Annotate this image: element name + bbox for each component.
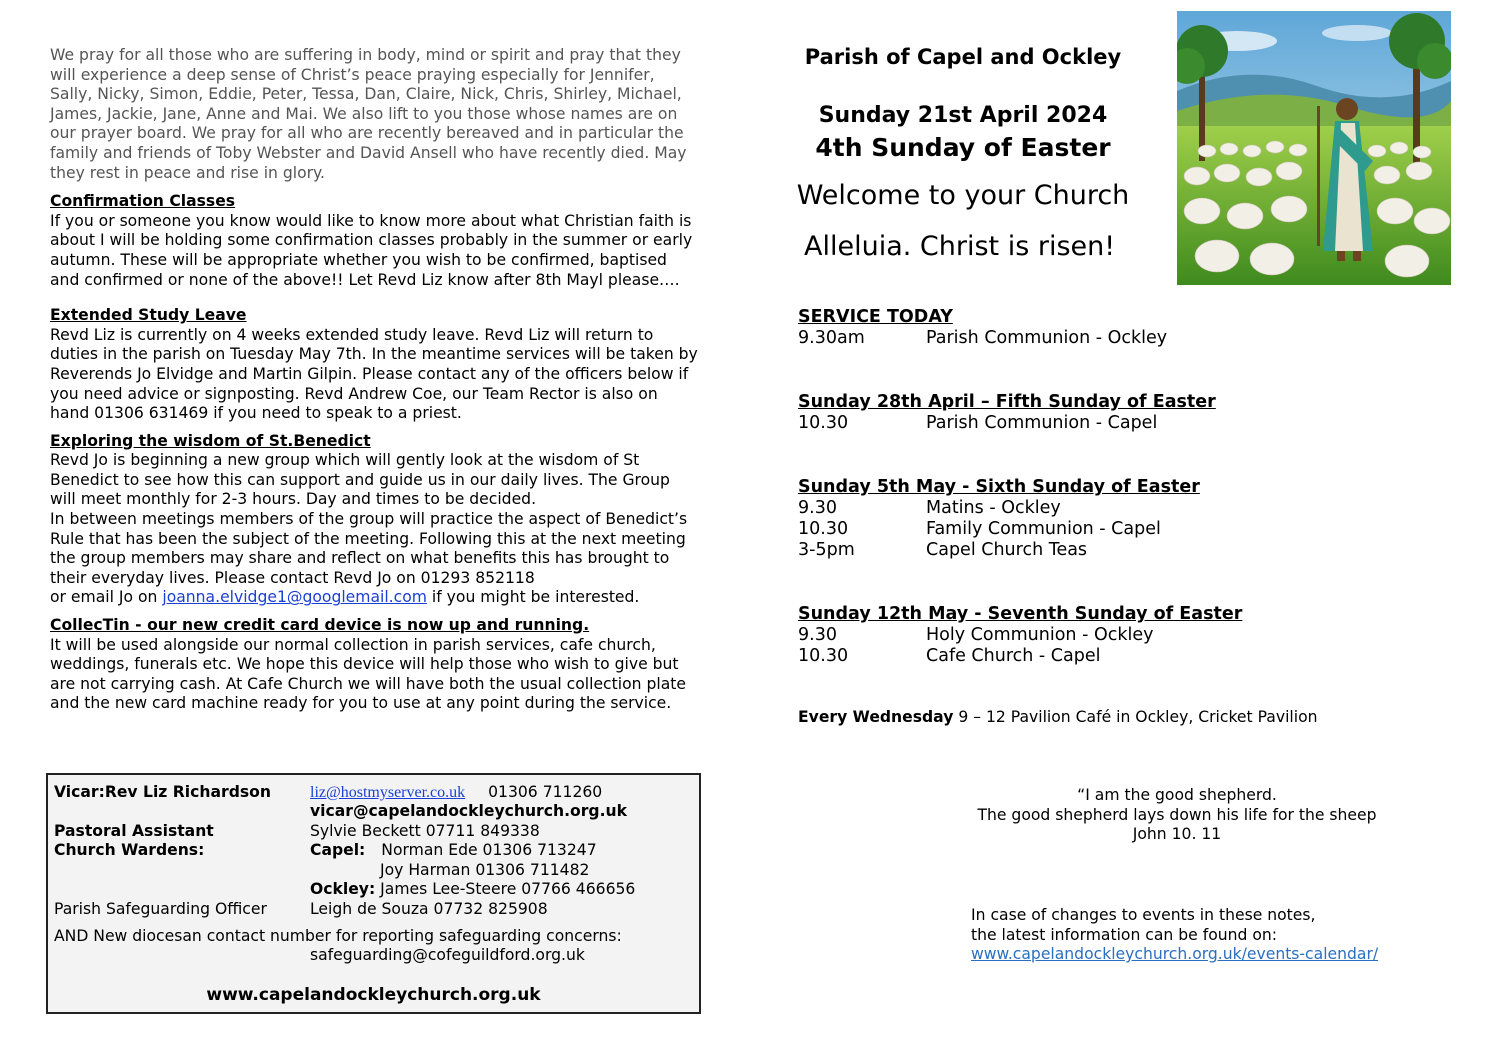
service-heading: SERVICE TODAY	[798, 307, 953, 327]
wednesday-text: 9 – 12 Pavilion Café in Ockley, Cricket Pavilion	[953, 708, 1318, 726]
service-desc: Capel Church Teas	[926, 540, 1088, 560]
service-item	[798, 540, 1318, 561]
service-time: 9.30	[798, 498, 837, 518]
good-shepherd-image	[1177, 11, 1451, 285]
changes-line-1: In case of changes to events in these notes,	[971, 906, 1316, 924]
contact-box	[46, 773, 701, 1014]
alleluia-text: Alleluia. Christ is risen!	[804, 231, 1116, 262]
changes-line-2: the latest information can be found on:	[971, 925, 1278, 944]
benedict-body-3	[50, 588, 700, 608]
collectin-body: It will be used alongside our normal collection in parish services, cafe church, weddings, funerals etc. We hope this device will help those who wish to give but are not carrying cash. At Cafe Church we will have both the usual collection plate and the new card machine ready for you to use at any point during the service.	[50, 635, 686, 713]
service-desc: Holy Communion - Ockley	[926, 625, 1154, 645]
capel-warden-2: Joy Harman 01306 711482	[380, 861, 590, 879]
diocesan-note: AND New diocesan contact number for reporting safeguarding concerns:	[54, 927, 622, 945]
services-list	[798, 307, 1318, 667]
service-item	[798, 328, 1318, 349]
wednesday-label: Every Wednesday	[798, 708, 954, 726]
changes-note	[971, 906, 1378, 965]
confirmation-body: If you or someone you know would like to know more about what Christian faith is about I will be holding some confirmation classes probably in the summer or early autumn. These will be appropriate whether you wish to be confirmed, baptised and confirmed or none of the above!! Let Revd Liz know after 8th Mayl please….	[50, 211, 693, 289]
safeguarding-label: Parish Safeguarding Officer	[54, 900, 267, 918]
website-footer: www.capelandockleychurch.org.uk	[206, 985, 541, 1005]
diocesan-email: safeguarding@cofeguildford.org.uk	[310, 946, 585, 964]
vicar-email-link[interactable]: liz@hostmyserver.co.uk	[310, 784, 466, 801]
capel-warden-1-value: Norman Ede 01306 713247	[381, 841, 597, 859]
events-calendar-link[interactable]: www.capelandockleychurch.org.uk/events-calendar/	[971, 945, 1379, 964]
service-time: 10.30	[798, 646, 849, 666]
quote-reference: John 10. 11	[1132, 825, 1222, 844]
wardens-label: Church Wardens:	[54, 841, 205, 859]
quote-line-2: The good shepherd lays down his life for the sheep	[977, 805, 1377, 824]
service-date: Sunday 21st April 2024	[818, 103, 1108, 128]
service-time: 9.30	[798, 625, 837, 645]
service-item	[798, 646, 1318, 667]
study-leave-section	[50, 306, 700, 424]
service-time: 10.30	[798, 519, 849, 539]
confirmation-section	[50, 192, 700, 290]
service-desc: Cafe Church - Capel	[926, 646, 1101, 666]
parish-title: Parish of Capel and Ockley	[804, 45, 1122, 69]
service-item	[798, 625, 1318, 646]
benedict-email-link[interactable]: joanna.elvidge1@googlemail.com	[162, 588, 427, 607]
service-heading: Sunday 5th May - Sixth Sunday of Easter	[798, 477, 1200, 497]
capel-warden-1	[310, 841, 597, 861]
prayer-paragraph: We pray for all those who are suffering in body, mind or spirit and pray that they will experience a deep sense of Christ’s peace praying especially for Jennifer, Sally, Nicky, Simon, Eddie, Peter, Tessa, Dan, Claire, Nick, Chris, Shirley, Michael, James, Jackie, Jane, Anne and Mai. We also lift to you those whose names are on our prayer board. We pray for all who are recently bereaved and in particular the family and friends of Toby Webster and David Ansell who have recently died. May they rest in peace and rise in glory.	[50, 46, 687, 182]
vicar-phone: 01306 711260	[488, 783, 603, 801]
service-group-28-april	[798, 392, 1318, 434]
quote-line-1: “I am the good shepherd.	[1077, 786, 1277, 804]
service-time: 10.30	[798, 413, 849, 433]
service-group-today	[798, 307, 1318, 349]
shepherd-illustration	[1177, 11, 1451, 285]
service-item	[798, 413, 1318, 434]
service-heading: Sunday 28th April – Fifth Sunday of Easter	[798, 392, 1216, 412]
ockley-warden	[310, 880, 635, 900]
vicar-label: Vicar:Rev Liz Richardson	[54, 783, 271, 801]
welcome-text: Welcome to your Church	[796, 180, 1130, 211]
service-item	[798, 498, 1318, 519]
study-leave-heading: Extended Study Leave	[50, 306, 247, 325]
benedict-section	[50, 432, 700, 608]
vicar-email-2: vicar@capelandockleychurch.org.uk	[310, 802, 627, 820]
service-item	[798, 519, 1318, 540]
service-group-12-may	[798, 604, 1318, 667]
ockley-label: Ockley:	[310, 880, 376, 898]
safeguarding-value: Leigh de Souza 07732 825908	[310, 900, 548, 918]
pastoral-value: Sylvie Beckett 07711 849338	[310, 822, 540, 840]
collectin-heading: CollecTin - our new credit card device is now up and running.	[50, 616, 590, 635]
confirmation-heading: Confirmation Classes	[50, 192, 236, 211]
service-heading: Sunday 12th May - Seventh Sunday of Easter	[798, 604, 1243, 624]
benedict-email-suffix: if you might be interested.	[426, 588, 640, 607]
ockley-warden-value: James Lee-Steere 07766 466656	[380, 880, 636, 898]
service-group-5-may	[798, 477, 1318, 561]
vicar-contact	[310, 783, 602, 803]
service-desc: Family Communion - Capel	[926, 519, 1161, 539]
occasion-title: 4th Sunday of Easter	[815, 133, 1111, 162]
collectin-section	[50, 616, 700, 714]
left-column	[50, 46, 700, 714]
benedict-heading: Exploring the wisdom of St.Benedict	[50, 431, 371, 450]
service-desc: Matins - Ockley	[926, 498, 1061, 518]
benedict-body-1: Revd Jo is beginning a new group which will gently look at the wisdom of St Benedict to see how this can support and guide us in our daily lives. The Group will meet monthly for 2-3 hours. Day and times to be decided.	[50, 451, 670, 509]
pastoral-label: Pastoral Assistant	[54, 822, 214, 840]
study-leave-body: Revd Liz is currently on 4 weeks extended study leave. Revd Liz will return to duties in the parish on Tuesday May 7th. In the meantime services will be taken by Reverends Jo Elvidge and Martin Gilpin. Please contact any of the officers below if you need advice or signposting. Revd Andrew Coe, our Team Rector is also on hand 01306 631469 if you need to speak to a priest.	[50, 325, 698, 423]
service-time: 9.30am	[798, 328, 865, 348]
benedict-email-prefix: or email Jo on	[50, 588, 163, 607]
benedict-body-2: In between meetings members of the group will practice the aspect of Benedict’s Rule that has been the subject of the meeting. Following this at the next meeting the group members may share and reflect on what benefits this has brought to their everyday lives. Please contact Revd Jo on 01293 852118	[50, 510, 688, 587]
service-desc: Parish Communion - Capel	[926, 413, 1158, 433]
service-time: 3-5pm	[798, 540, 855, 560]
wednesday-note	[798, 708, 1318, 726]
scripture-quote	[960, 786, 1394, 845]
capel-label: Capel:	[310, 841, 366, 859]
service-desc: Parish Communion - Ockley	[926, 328, 1168, 348]
